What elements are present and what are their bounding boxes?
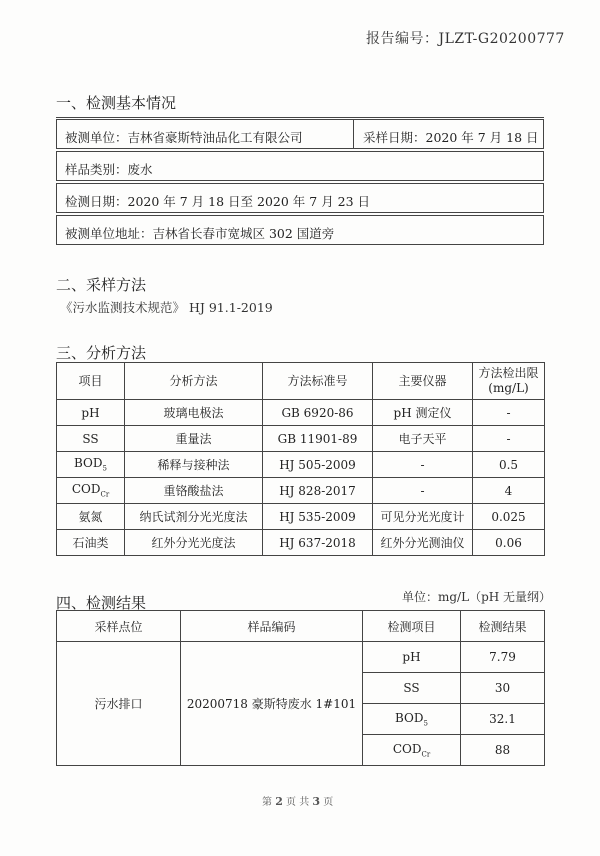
page-number: 2 bbox=[275, 795, 283, 808]
col-header-location: 采样点位 bbox=[57, 611, 181, 642]
unit-address: 被测单位地址：吉林省长春市宽城区 302 国道旁 bbox=[65, 226, 335, 241]
item-subscript: 5 bbox=[423, 719, 428, 728]
cell-item bbox=[57, 530, 125, 556]
item-name: COD bbox=[392, 741, 422, 756]
item-name: pH bbox=[402, 650, 421, 664]
info-row-test-date bbox=[56, 183, 544, 213]
cell-instrument: - bbox=[373, 478, 473, 504]
col-header-instrument: 主要仪器 bbox=[373, 363, 473, 400]
cell-limit: - bbox=[473, 400, 545, 426]
item-name: BOD bbox=[395, 710, 424, 725]
cell-method: 玻璃电极法 bbox=[125, 400, 263, 426]
cell-instrument: - bbox=[373, 452, 473, 478]
limit-title: 方法检出限 bbox=[478, 366, 539, 380]
cell-sample-code: 20200718 豪斯特废水 1#101 bbox=[181, 642, 363, 766]
cell-test-item bbox=[363, 704, 461, 735]
cell-standard: HJ 535-2009 bbox=[263, 504, 373, 530]
report-number: 报告编号：JLZT-G20200777 bbox=[366, 31, 565, 47]
results-table bbox=[56, 610, 545, 766]
table-row bbox=[57, 504, 545, 530]
col-header-standard: 方法标准号 bbox=[263, 363, 373, 400]
cell-instrument: 红外分光测油仪 bbox=[373, 530, 473, 556]
cell-limit: 0.5 bbox=[473, 452, 545, 478]
sample-date: 采样日期：2020 年 7 月 18 日 bbox=[363, 130, 539, 145]
cell-item bbox=[57, 452, 125, 478]
cell-limit: 0.025 bbox=[473, 504, 545, 530]
cell-standard: HJ 828-2017 bbox=[263, 478, 373, 504]
info-row-address bbox=[56, 215, 544, 245]
item-name: 石油类 bbox=[72, 536, 109, 550]
col-header-sample-code: 样品编码 bbox=[181, 611, 363, 642]
footer-middle: 页 共 bbox=[286, 797, 310, 808]
cell-test-item bbox=[363, 735, 461, 766]
cell-method: 重铬酸盐法 bbox=[125, 478, 263, 504]
col-header-method: 分析方法 bbox=[125, 363, 263, 400]
cell-standard: GB 11901-89 bbox=[263, 426, 373, 452]
item-name: SS bbox=[403, 681, 420, 695]
section-sampling-heading: 二、采样方法 bbox=[56, 276, 147, 294]
item-name: pH bbox=[81, 405, 100, 420]
cell-standard: GB 6920-86 bbox=[263, 400, 373, 426]
limit-unit: (mg/L) bbox=[488, 381, 529, 395]
page-footer bbox=[262, 793, 333, 808]
table-row bbox=[57, 642, 545, 673]
cell-result: 7.79 bbox=[461, 642, 545, 673]
cell-result: 30 bbox=[461, 673, 545, 704]
cell-standard: HJ 637-2018 bbox=[263, 530, 373, 556]
cell-item bbox=[57, 400, 125, 426]
footer-suffix: 页 bbox=[323, 797, 334, 808]
page-total: 3 bbox=[312, 795, 321, 808]
cell-divider bbox=[353, 120, 354, 148]
cell-item bbox=[57, 504, 125, 530]
col-header-item: 项目 bbox=[57, 363, 125, 400]
cell-location: 污水排口 bbox=[57, 642, 181, 766]
cell-limit: 0.06 bbox=[473, 530, 545, 556]
cell-result: 32.1 bbox=[461, 704, 545, 735]
table-header-row bbox=[57, 363, 545, 400]
cell-test-item bbox=[363, 642, 461, 673]
item-subscript: Cr bbox=[100, 490, 110, 499]
section-basic-info-heading: 一、检测基本情况 bbox=[56, 94, 177, 112]
unit-note: 单位：mg/L（pH 无量纲） bbox=[402, 590, 552, 604]
sampling-standard: 《污水监测技术规范》 HJ 91.1-2019 bbox=[60, 300, 273, 315]
cell-limit: 4 bbox=[473, 478, 545, 504]
cell-instrument: 电子天平 bbox=[373, 426, 473, 452]
table-row bbox=[57, 426, 545, 452]
info-row-sample-type bbox=[56, 151, 544, 181]
item-name: COD bbox=[71, 482, 101, 497]
info-row-unit bbox=[56, 119, 544, 149]
table-row bbox=[57, 452, 545, 478]
cell-method: 稀释与接种法 bbox=[125, 452, 263, 478]
cell-instrument: pH 测定仪 bbox=[373, 400, 473, 426]
cell-standard: HJ 505-2009 bbox=[263, 452, 373, 478]
cell-test-item bbox=[363, 673, 461, 704]
table-row bbox=[57, 400, 545, 426]
table-row bbox=[57, 478, 545, 504]
methods-table bbox=[56, 362, 545, 556]
cell-method: 重量法 bbox=[125, 426, 263, 452]
tested-unit: 被测单位：吉林省豪斯特油品化工有限公司 bbox=[65, 130, 303, 145]
cell-method: 红外分光光度法 bbox=[125, 530, 263, 556]
cell-item bbox=[57, 478, 125, 504]
cell-item bbox=[57, 426, 125, 452]
col-header-limit bbox=[473, 363, 545, 400]
cell-limit: - bbox=[473, 426, 545, 452]
col-header-test-item: 检测项目 bbox=[363, 611, 461, 642]
item-subscript: Cr bbox=[421, 750, 431, 759]
cell-method: 纳氏试剂分光光度法 bbox=[125, 504, 263, 530]
item-name: SS bbox=[82, 431, 99, 446]
table-header-row bbox=[57, 611, 545, 642]
item-name: 氨氮 bbox=[78, 510, 103, 524]
footer-prefix: 第 bbox=[262, 797, 272, 808]
divider bbox=[56, 117, 544, 118]
section-analysis-heading: 三、分析方法 bbox=[56, 344, 147, 362]
cell-instrument: 可见分光光度计 bbox=[373, 504, 473, 530]
section-results-heading: 四、检测结果 bbox=[56, 594, 147, 612]
cell-result: 88 bbox=[461, 735, 545, 766]
test-date: 检测日期：2020 年 7 月 18 日至 2020 年 7 月 23 日 bbox=[65, 194, 371, 209]
sample-type: 样品类别：废水 bbox=[65, 162, 153, 177]
col-header-result: 检测结果 bbox=[461, 611, 545, 642]
item-name: BOD bbox=[74, 456, 103, 471]
item-subscript: 5 bbox=[102, 464, 107, 473]
table-row bbox=[57, 530, 545, 556]
